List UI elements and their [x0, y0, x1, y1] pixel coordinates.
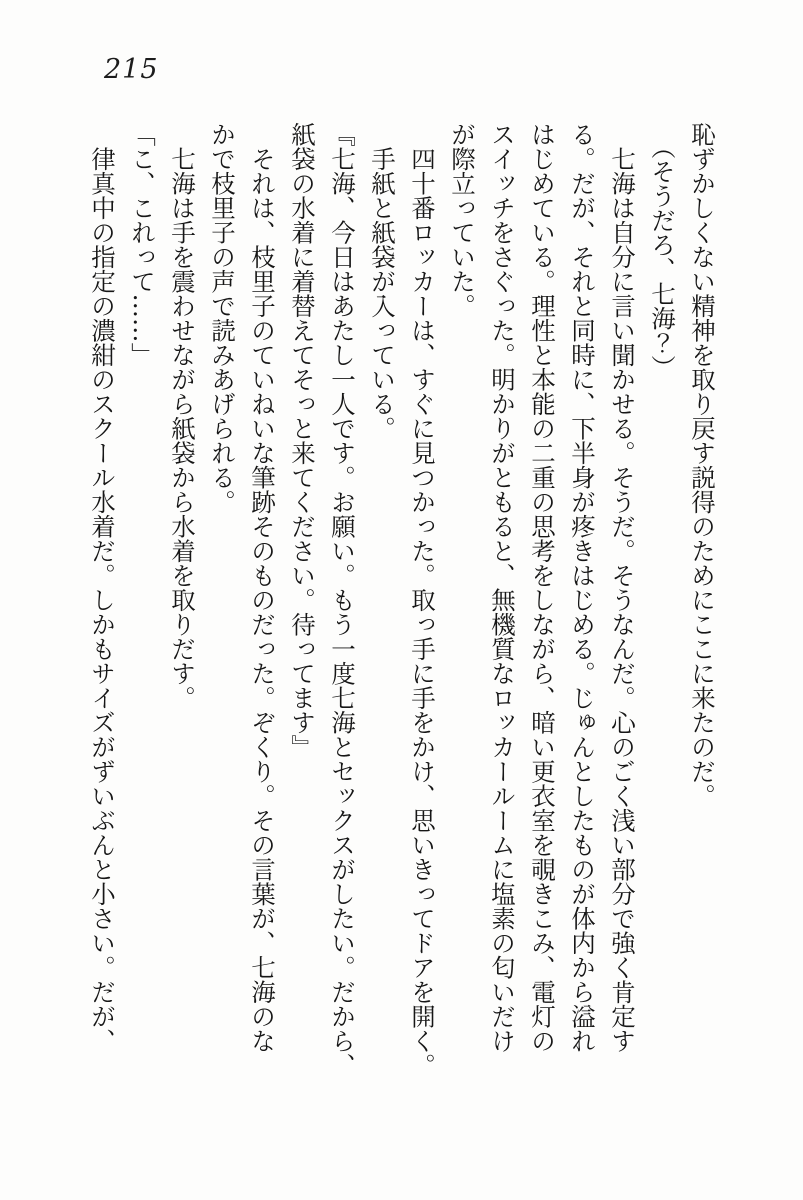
text-column-8: 四十番ロッカーは、すぐに見つかった。取っ手に手をかけ、思いきってドアを開く。 — [408, 122, 437, 1078]
text-column-16: 律真中の指定の濃紺のスクール水着だ。しかもサイズがずいぶんと小さい。だが、 — [88, 122, 117, 1053]
text-column-10: 『七海、今日はあたし一人です。お願い。もう一度七海とセックスがしたい。だから、 — [328, 122, 357, 1078]
text-column-6: スイッチをさぐった。明かりがともると、無機質なロッカールームに塩素の匂いだけ — [488, 122, 517, 1053]
text-column-4: る。だが、それと同時に、下半身が疼きはじめる。じゅんとしたものが体内から溢れ — [568, 122, 597, 1053]
text-column-9: 手紙と紙袋が入っている。 — [368, 122, 397, 441]
text-column-1: 恥ずかしくない精神を取り戻す説得のためにここに来たのだ。 — [688, 122, 717, 808]
text-column-14: 七海は手を震わせながら紙袋から水着を取りだす。 — [168, 122, 197, 710]
text-column-11: 紙袋の水着に着替えてそっと来てください。待ってます』 — [288, 122, 317, 759]
text-column-12: それは、枝里子のていねいな筆跡そのものだった。ぞくり。その言葉が、七海のな — [248, 122, 277, 1053]
page-number: 215 — [104, 54, 159, 85]
text-column-2: （そうだろ、七海？） — [648, 122, 677, 380]
page-text — [82, 122, 722, 1078]
text-column-5: はじめている。理性と本能の二重の思考をしながら、暗い更衣室を覗きこみ、電灯の — [528, 122, 557, 1053]
text-column-15: 「こ、これって……」 — [128, 122, 157, 367]
text-column-3: 七海は自分に言い聞かせる。そうだ。そうなんだ。心のごく浅い部分で強く肯定す — [608, 122, 637, 1053]
text-column-7: が際立っていた。 — [448, 122, 477, 318]
text-column-13: かで枝里子の声で読みあげられる。 — [208, 122, 237, 514]
